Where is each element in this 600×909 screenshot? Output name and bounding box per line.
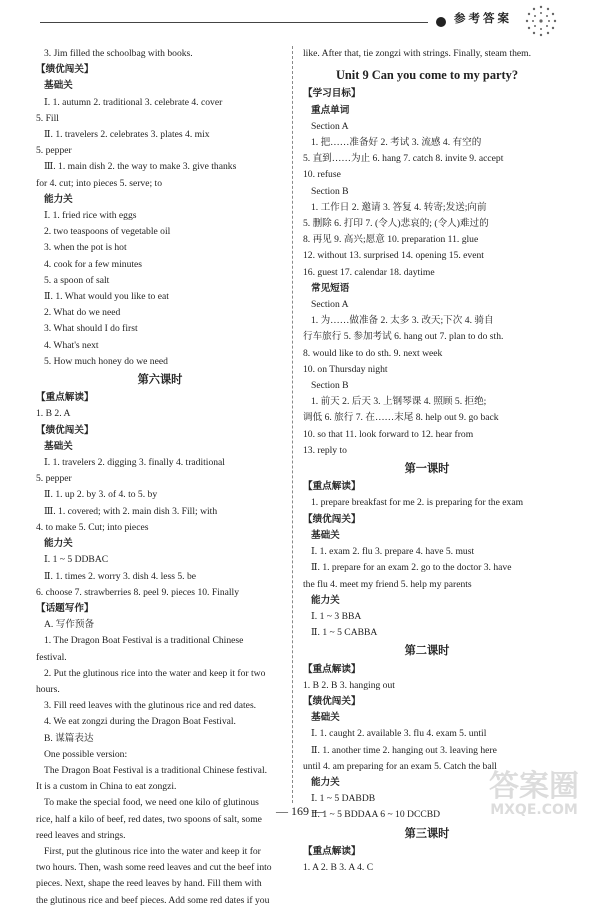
answer-line: Ⅱ. 1. times 2. worry 3. dish 4. less 5. be (44, 570, 197, 582)
answer-line: 调低 6. 旅行 7. 在……末尾 8. help out 9. go back (303, 412, 499, 424)
lesson-heading: 第一课时 (404, 463, 450, 476)
answer-line: like. After that, tie zongzi with strings. Finally, steam them. (303, 48, 531, 59)
answer-line: 5. a spoon of salt (44, 274, 110, 286)
answer-line: 4. We eat zongzi during the Dragon Boat Festival. (44, 716, 236, 728)
answer-line: until 4. am preparing for an exam 5. Catch the ball (303, 760, 497, 772)
section-label: 重点单词 (311, 104, 350, 116)
answer-line: 5. 直到……为止 6. hang 7. catch 8. invite 9. accept (303, 153, 504, 165)
section-label: 能力关 (311, 776, 340, 788)
answer-line: Section A (311, 120, 349, 132)
answer-line: Ⅰ. 1. travelers 2. digging 3. finally 4. traditional (44, 457, 225, 469)
section-label: 基础关 (311, 712, 340, 724)
section-label: 【绩优闯关】 (303, 695, 361, 707)
answer-line: 5. pepper (36, 145, 72, 157)
column-divider (292, 46, 293, 803)
answer-line: Section A (311, 299, 349, 311)
section-label: 基础关 (311, 529, 340, 541)
answer-line: 1. A 2. B 3. A 4. C (303, 861, 374, 873)
answer-line: 行车旅行 5. 参加考试 6. hang out 7. plan to do sth. (303, 331, 504, 343)
answer-line: 8. 再见 9. 高兴;愿意 10. preparation 11. glue (303, 234, 479, 246)
section-label: 【重点解读】 (303, 663, 361, 675)
answer-line: 4. to make 5. Cut; into pieces (36, 521, 149, 533)
answer-column-right (303, 46, 551, 876)
answer-line: the flu 4. meet my friend 5. help my parents (303, 578, 472, 590)
section-label: 【绩优闯关】 (36, 64, 94, 76)
answer-line: reed leaves and strings. (36, 829, 126, 841)
answer-line: The Dragon Boat Festival is a traditional Chinese festival. (44, 764, 268, 776)
section-label: 基础关 (44, 80, 73, 92)
answer-line: 1. The Dragon Boat Festival is a traditional Chinese (44, 635, 244, 647)
answer-line: Ⅱ. 1. travelers 2. celebrates 3. plates 4. mix (44, 129, 210, 141)
section-label: 能力关 (44, 538, 73, 550)
answer-line: 1. 为……做准备 2. 太多 3. 改天;下次 4. 骑自 (311, 315, 494, 327)
answer-line: 5. pepper (36, 473, 72, 485)
answer-line: Section B (311, 185, 349, 197)
unit-title: Unit 9 Can you come to my party? (335, 68, 519, 83)
answer-line: B. 谋篇表达 (44, 732, 94, 744)
header-rule (40, 22, 428, 23)
answer-line: One possible version: (44, 748, 128, 760)
answer-line: A. 写作预备 (44, 619, 95, 631)
section-label: 【话题写作】 (36, 602, 94, 614)
answer-line: Ⅰ. 1 ~ 3 BBA (311, 610, 362, 622)
watermark-logo (484, 762, 584, 818)
answer-line: 12. without 13. surprised 14. opening 15. event (303, 250, 484, 262)
answer-line: rice, half a kilo of beef, red dates, two spoons of salt, some (36, 813, 262, 825)
section-label: 【重点解读】 (303, 481, 361, 493)
answer-line: Ⅱ. 1. prepare for an exam 2. go to the doctor 3. have (311, 562, 512, 574)
answer-line: 4. What's next (44, 339, 99, 351)
answer-line: hours. (36, 683, 60, 695)
answer-line: 13. reply to (303, 444, 347, 456)
answer-line: two hours. Then, wash some reed leaves and cut the beef into (36, 862, 272, 874)
answer-line: Ⅰ. 1 ~ 5 DABDB (311, 793, 376, 805)
answer-line: 4. cook for a few minutes (44, 258, 143, 270)
section-label: 【绩优闯关】 (303, 513, 361, 525)
answer-line: 8. would like to do sth. 9. next week (303, 347, 443, 359)
answer-line: Ⅱ. 1 ~ 5 CABBA (311, 627, 378, 639)
answer-line: Section B (311, 380, 349, 392)
answer-line: 1. prepare breakfast for me 2. is preparing for the exam (311, 497, 524, 509)
answer-line: 1. B 2. A (36, 408, 71, 420)
answer-line: Ⅱ. 1. up 2. by 3. of 4. to 5. by (44, 489, 158, 501)
answer-line: 3. What should I do first (44, 323, 138, 335)
answer-column-left (36, 46, 284, 909)
section-label: 能力关 (311, 594, 340, 606)
bullet-icon (436, 17, 446, 27)
sun-ornament-icon (524, 4, 558, 38)
answer-line: festival. (36, 651, 67, 663)
answer-line: the glutinous rice and beef pieces. Add some red dates if you (36, 894, 270, 906)
answer-line: 10. refuse (303, 169, 341, 181)
answer-line: for 4. cut; into pieces 5. serve; to (36, 177, 163, 189)
section-label: 【重点解读】 (303, 845, 361, 857)
answer-line: To make the special food, we need one kilo of glutinous (44, 797, 259, 809)
answer-line: 1. 前天 2. 后天 3. 上钢琴课 4. 照顾 5. 拒绝; (311, 396, 487, 408)
answer-line: 10. on Thursday night (303, 363, 388, 375)
answer-line: 2. Put the glutinous rice into the water and keep it for two (44, 667, 266, 679)
answer-line: 5. Fill (36, 112, 59, 124)
answer-line: 10. so that 11. look forward to 12. hear from (303, 428, 474, 440)
answer-line: It is a custom in China to eat zongzi. (36, 781, 177, 793)
answer-line: Ⅰ. 1. fried rice with eggs (44, 210, 137, 222)
section-label: 【绩优闯关】 (36, 424, 94, 436)
answer-line: 16. guest 17. calendar 18. daytime (303, 266, 435, 278)
answer-line: Ⅰ. 1 ~ 5 DDBAC (44, 554, 109, 566)
answer-line: Ⅰ. 1. caught 2. available 3. flu 4. exam 5. until (311, 728, 487, 740)
answer-line: Ⅱ. 1. another time 2. hanging out 3. leaving here (311, 744, 497, 756)
watermark-sub: MXQE.COM (490, 802, 578, 818)
answer-line: 2. two teaspoons of vegetable oil (44, 226, 171, 238)
lesson-heading: 第二课时 (404, 645, 450, 658)
answer-line: First, put the glutinous rice into the water and keep it for (44, 845, 261, 857)
section-label: 基础关 (44, 440, 73, 452)
answer-line: 1. 工作日 2. 邀请 3. 答复 4. 转寄;发送;向前 (311, 201, 487, 213)
section-label: 能力关 (44, 193, 73, 205)
answer-line: 1. 把……准备好 2. 考试 3. 流感 4. 有空的 (311, 137, 482, 149)
answer-line: 5. 删除 6. 打印 7. (令人)悲哀的; (令人)难过的 (303, 218, 489, 230)
lesson-heading: 第六课时 (137, 374, 183, 387)
answer-line: Ⅲ. 1. main dish 2. the way to make 3. give thanks (44, 161, 237, 173)
answer-line: Ⅰ. 1. autumn 2. traditional 3. celebrate 4. cover (44, 96, 223, 108)
answer-line: Ⅱ. 1. What would you like to eat (44, 291, 169, 303)
answer-line: Ⅰ. 1. exam 2. flu 3. prepare 4. have 5. must (311, 546, 475, 558)
answer-line: 3. when the pot is hot (44, 242, 127, 254)
lesson-heading: 第三课时 (404, 827, 450, 840)
answer-line: 6. choose 7. strawberries 8. peel 9. pieces 10. Finally (36, 586, 240, 598)
answer-line: 3. Fill reed leaves with the glutinous rice and red dates. (44, 700, 257, 712)
page-header-title: 参考答案 (454, 13, 512, 25)
watermark-main: 答案圈 (489, 769, 579, 804)
answer-line: 3. Jim filled the schoolbag with books. (44, 48, 193, 59)
answer-line: Ⅱ. 1 ~ 5 BDDAA 6 ~ 10 DCCBD (311, 809, 441, 821)
answer-line: Ⅲ. 1. covered; with 2. main dish 3. Fill; with (44, 505, 218, 517)
section-label: 【学习目标】 (303, 88, 361, 100)
section-label: 常见短语 (311, 282, 350, 294)
section-label: 【重点解读】 (36, 392, 94, 404)
answer-line: 2. What do we need (44, 307, 121, 319)
answer-line: 5. How much honey do we need (44, 355, 168, 367)
answer-line: pieces. Next, shape the reed leaves by hand. Fill them with (36, 878, 262, 890)
page-number: — 169 — (276, 804, 324, 818)
answer-line: 1. B 2. B 3. hanging out (303, 679, 395, 691)
